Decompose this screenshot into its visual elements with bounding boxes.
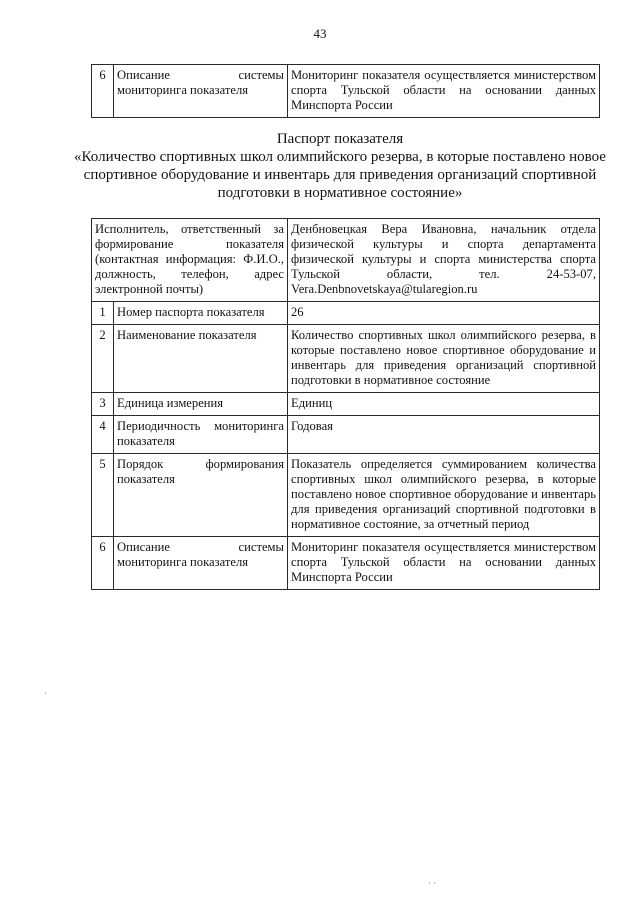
row-number: 6	[92, 537, 114, 590]
scan-mark: ·	[44, 688, 47, 698]
executor-label: Исполнитель, ответственный за формирование показателя (контактная информация: Ф.И.О., должность, телефон, адрес электронной почты)	[92, 219, 288, 302]
row-value: Мониторинг показателя осуществляется министерством спорта Тульской области на основании данных Минспорта России	[288, 537, 600, 590]
row-value: Мониторинг показателя осуществляется министерством спорта Тульской области на основании данных Минспорта России	[288, 65, 600, 118]
row-number: 4	[92, 416, 114, 454]
row-name: Порядок формирования показателя	[114, 454, 288, 537]
row-number: 6	[92, 65, 114, 118]
row-value: 26	[288, 302, 600, 325]
row-value: Количество спортивных школ олимпийского резерва, в которые поставлено новое спортивное оборудование и инвентарь для приведения организаций спортивной подготовки в нормативное состояние	[288, 325, 600, 393]
passport-table	[91, 218, 600, 590]
row-name: Наименование показателя	[114, 325, 288, 393]
row-value: Единиц	[288, 393, 600, 416]
row-value: Показатель определяется суммированием количества спортивных школ олимпийского резерва, в которые поставлено новое спортивное оборудование и инвентарь для приведения организаций спортивной подготовки в нормативное состояние, за отчетный период	[288, 454, 600, 537]
table-row	[92, 65, 600, 118]
row-number: 3	[92, 393, 114, 416]
page-number: 43	[313, 26, 327, 41]
table-row	[92, 325, 600, 393]
table-row	[92, 302, 600, 325]
row-name: Единица измерения	[114, 393, 288, 416]
row-value: Годовая	[288, 416, 600, 454]
passport-heading	[60, 130, 620, 202]
executor-row	[92, 219, 600, 302]
executor-value: Денбновецкая Вера Ивановна, начальник отдела физической культуры и спорта департамента физической культуры и спорта министерства спорта Тульской области, тел. 24-53-07, Vera.Denbnovetskaya@tularegion.ru	[288, 219, 600, 302]
row-number: 2	[92, 325, 114, 393]
row-name: Номер паспорта показателя	[114, 302, 288, 325]
table-row	[92, 416, 600, 454]
scan-mark: · ·	[428, 878, 437, 888]
passport-title: Паспорт показателя	[276, 131, 404, 147]
row-name: Описание системы мониторинга показателя	[114, 65, 288, 118]
row-name: Описание системы мониторинга показателя	[114, 537, 288, 590]
continued-table	[91, 64, 600, 118]
row-name: Периодичность мониторинга показателя	[114, 416, 288, 454]
row-number: 5	[92, 454, 114, 537]
table-row	[92, 393, 600, 416]
row-number: 1	[92, 302, 114, 325]
table-row	[92, 537, 600, 590]
passport-subtitle: «Количество спортивных школ олимпийского резерва, в которые поставлено новое спортивное оборудование и инвентарь для приведения организаций спортивной подготовки в нормативное состояние»	[74, 149, 606, 201]
table-row	[92, 454, 600, 537]
